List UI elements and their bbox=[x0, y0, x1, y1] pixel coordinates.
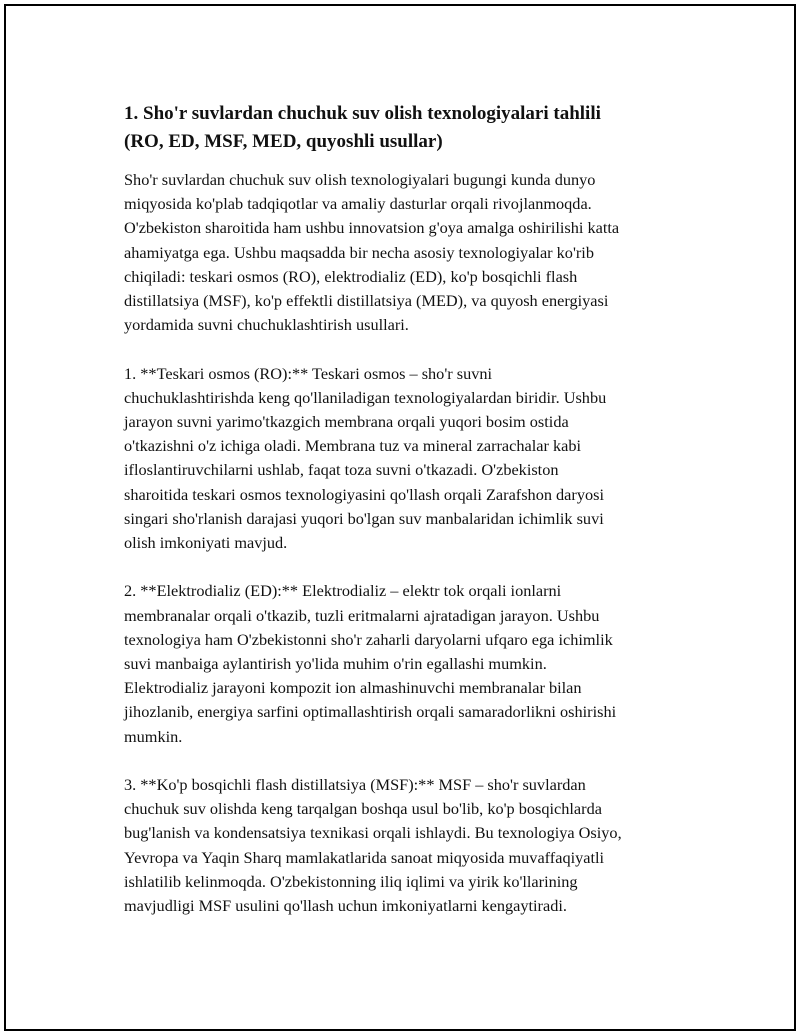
msf-paragraph: 3. **Ko'p bosqichli flash distillatsiya (MSF):** MSF – sho'r suvlardan chuchuk suv olishda keng tarqalgan boshqa usul bo'lib, ko'p bosqichlarda bug'lanish va kondensatsiya texnikasi orqali ishlaydi. Bu texnologiya Osiyo, Yevropa va Yaqin Sharq mamlakatlarida sanoat miqyosida muvaffaqiyatli ishlatilib kelinmoqda. O'zbekistonning iliq iqlimi va yirik ko'llarining mavjudligi MSF usulini qo'llash uchun imkoniyatlarni kengaytiradi. bbox=[124, 775, 622, 916]
page-frame bbox=[4, 4, 796, 1031]
ed-paragraph: 2. **Elektrodializ (ED):** Elektrodializ – elektr tok orqali ionlarni membranalar orqali o'tkazib, tuzli eritmalarni ajratadigan jarayon. Ushbu texnologiya ham O'zbekistonni sho'r zaharli daryolarni ufqaro ega ichimlik suvi manbaiga aylantirish yo'lida muhim o'rin egallashi mumkin. Elektrodializ jarayoni kompozit ion almashinuvchi membranalar bilan jihozlanib, energiya sarfini optimallashtirish orqali samaradorlikni oshirishi mumkin. bbox=[124, 581, 617, 746]
document-body bbox=[124, 100, 694, 942]
ro-paragraph: 1. **Teskari osmos (RO):** Teskari osmos – sho'r suvni chuchuklashtirishda keng qo'llaniladigan texnologiyalardan biridir. Ushbu jarayon suvni yarimo'tkazgich membrana orqali yuqori bosim ostida o'tkazishni o'z ichiga oladi. Membrana tuz va mineral zarrachalar kabi ifloslantiruvchilarni ushlab, faqat toza suvni o'tkazadi. O'zbekiston sharoitida teskari osmos texnologiyasini qo'llash orqali Zarafshon daryosi singari sho'rlanish darajasi yuqori bo'lgan suv manbalaridan ichimlik suvi olish imkoniyati mavjud. bbox=[124, 363, 607, 553]
intro-paragraph: Sho'r suvlardan chuchuk suv olish texnologiyalari bugungi kunda dunyo miqyosida ko'plab tadqiqotlar va amaliy dasturlar orqali rivojlanmoqda. O'zbekiston sharoitida ham ushbu innovatsion g'oya amalga oshirilishi katta ahamiyatga ega. Ushbu maqsadda bir necha asosiy texnologiyalar ko'rib chiqiladi: teskari osmos (RO), elektrodializ (ED), ko'p bosqichli flash distillatsiya (MSF), ko'p effektli distillatsiya (MED), va quyosh energiyasi yordamida suvni chuchuklashtirish usullari. bbox=[124, 170, 620, 335]
document-heading: 1. Sho'r suvlardan chuchuk suv olish texnologiyalari tahlili (RO, ED, MSF, MED, quyoshli usullar) bbox=[124, 103, 601, 152]
